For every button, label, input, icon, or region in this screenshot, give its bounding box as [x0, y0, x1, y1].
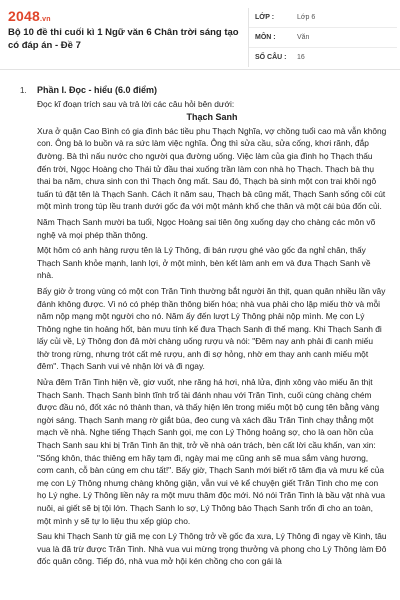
question-number: 1.	[20, 86, 27, 95]
instruction-text: Đọc kĩ đoạn trích sau và trả lời các câu hỏi bên dưới:	[37, 98, 235, 109]
story-paragraph: Nửa đêm Trăn Tinh hiện về, giơ vuốt, nhe răng há hơi, nhả lửa, định xông vào miếu ăn thịt Thạch Sanh. Thạch Sanh bình tĩnh trổ tài đánh nhau với Trăn Tinh, cuối cùng chàng chém được đầu nó, đốt xác nó thành than, và thấy hiện lên trong miếu một bộ cung tên bằng vàng ngời sáng. Thạch Sanh mang rờ giắt búa, đeo cung và xách đầu Trăn Tinh chạy thẳng một mạch về nhà. Nghe tiếng Thạch Sanh gọi, mẹ con Lý Thông hoảng sợ, cho là oan hồn của Thạch Sanh sau khi bị Trăn Tinh ăn thịt, trở về nhà oán trách, bèn cất lời cầu khấn, van xin: "Sống khôn, thác thiêng em hãy tạm đi, ngày mai mẹ cũng anh sẽ mua sắm vàng hương, cơm canh, cỗ bàn cúng em chu tất!". Bấy giờ, Thạch Sanh mới biết rõ tâm địa và mưu kế của mẹ con Lý Thông nhưng chàng không giận, vẫn vui vẻ kể chuyện giết Trăn Tinh cho mẹ con họ Lý nghe. Lý Thông liền nảy ra một mưu thâm độc mới. Nó nói Trăn Tinh là bầu vật nhà vua nuôi, ai giết sẽ bị tội lớn. Thạch Sanh lo sợ, Lý Thông bảo Thạch Sanh trốn đi cho an toàn, một mình y sẽ tự lo liệu thu xếp giúp cho.	[37, 377, 385, 526]
meta-key: MÔN :	[255, 34, 276, 41]
story-title: Thạch Sanh	[186, 112, 238, 123]
meta-row-class	[249, 8, 397, 28]
story-paragraph: Sau khi Thạch Sanh từ giã mẹ con Lý Thông trở về gốc đa xưa, Lý Thông đi ngay về Kinh, tâu vua là đã trừ được Trăn Tinh. Nhà vua vui mừng trọng thưởng và phong cho Lý Thông làm Đô đốc quân công. Tiếp đó, nhà vua mở hội kén chồng cho con gái là	[37, 531, 387, 567]
logo-suffix: .vn	[39, 16, 51, 23]
site-logo[interactable]	[8, 8, 51, 24]
story-paragraph: Xưa ở quận Cao Bình có gia đình bác tiều phu Thạch Nghĩa, vợ chồng tuổi cao mà vẫn không con. Ông bà lo buồn và ra sức làm việc nghĩa. Ông thì sửa cầu, sửa cống, khơi rãnh, đắp đường. Bà thì nấu nước cho người qua đường uống. Việc làm của gia đình họ Thạch thấu đến trời, Ngọc Hoàng cho Thái tử đầu thai xuống trần làm con nhà họ Thạch. Thạch bà thụ thai ba năm, chưa sinh con thì Thạch ông mất. Sau đó, Thạch bà sinh một con trai khôi ngô tuấn tú đặt tên là Thạch Sanh. Cách ít năm sau, Thạch bà cũng mất, Thạch Sanh sống côi cút một mình trong túp lều tranh dưới gốc đa với một mảnh khố che thân và một cái búa đốn củi.	[37, 125, 387, 212]
page-header	[0, 0, 400, 70]
question-body	[37, 84, 387, 571]
meta-value: Văn	[297, 34, 310, 41]
exam-title: Bộ 10 đề thi cuối kì 1 Ngữ văn 6 Chân trời sáng tạo có đáp án - Đề 7	[8, 27, 239, 51]
meta-row-subject	[249, 28, 397, 48]
meta-value: 16	[297, 54, 305, 61]
story-paragraph: Một hôm có anh hàng rượu tên là Lý Thông, đi bán rượu ghé vào gốc đa nghỉ chân, thấy Thạch Sanh khỏe mạnh, lanh lợi, ở một mình, bèn kết làm anh em và đưa Thạch Sanh về nhà.	[37, 245, 371, 281]
exam-meta-table	[248, 8, 397, 67]
meta-key: SỐ CÂU :	[255, 54, 287, 61]
story-paragraph: Năm Thạch Sanh mười ba tuổi, Ngọc Hoàng sai tiên ông xuống dạy cho chàng các môn võ nghệ và mọi phép thần thông.	[37, 216, 376, 240]
meta-row-question-count	[249, 48, 397, 67]
part-title: Phần I. Đọc - hiểu (6.0 điểm)	[37, 85, 158, 95]
logo-text: 2048	[8, 8, 40, 24]
meta-value: Lớp 6	[297, 14, 316, 21]
story-paragraph: Bấy giờ ở trong vùng có một con Trăn Tinh thường bắt người ăn thịt, quan quân nhiều lần vây đánh không được. Vì nó có phép thần thông biến hóa; nhà vua phải cho lập miếu thờ và mỗi năm nộp mạng một người cho nó. Năm ấy đến lượt Lý Thông phải nộp mình. Mẹ con Lý Thông nghe tin hoảng hốt, bàn mưu tính kế đưa Thạch Sanh đi thế mạng. Khi Thạch Sanh đi lấy củi về, Lý Thông đon đả mời chàng uống rượu và nói: "Đêm nay anh phải đi canh miếu thờ trong rừng, nhưng trót cất mẻ rượu, anh đi sợ hỏng, nhờ em thay anh canh miếu một đêm". Thạch Sanh vui vẻ nhận lời và đi ngay.	[37, 285, 386, 372]
meta-key: LỚP :	[255, 14, 275, 21]
